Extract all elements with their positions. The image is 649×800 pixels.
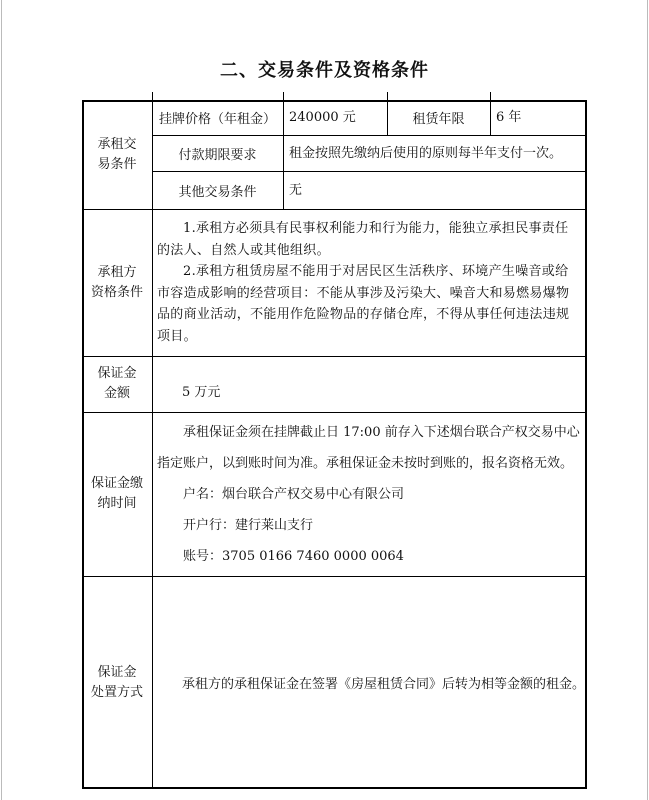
- other-conditions-value: 无: [289, 182, 303, 198]
- qualification-label: 承租方 资格条件: [90, 264, 143, 300]
- trade-conditions-label: 承租交 易条件: [97, 136, 137, 172]
- account-number: 账号：3705 0166 7460 0000 0064: [183, 548, 404, 564]
- deposit-disposal-text: 承租方的承租保证金在签署《房屋租赁合同》后转为相等金额的租金。: [182, 677, 586, 692]
- qualification-item: 2.承租方租赁房屋不能用于对居民区生活秩序、环境产生噪音或给市容造成影响的经营项目：不能从事涉及污染大、噪音大和易燃易爆物品的商业活动，不能用作危险物品的存储仓库，不得从事任何违法违规项目。: [157, 264, 570, 344]
- column-mark: [152, 92, 153, 100]
- price-value: 240000 元: [289, 110, 356, 125]
- other-conditions-label: 其他交易条件: [178, 184, 257, 200]
- deposit-disposal-label: 保证金 处置方式: [90, 664, 143, 700]
- qualification-item: 1.承租方必须具有民事权利能力和行为能力，能独立承担民事责任的法人、自然人或其他组织。: [157, 221, 569, 258]
- deposit-instructions: 承租保证金须在挂牌截止日 17:00 前存入下述烟台联合产权交易中心指定账户，以到账时间为准。承租保证金未按时到账的，报名资格无效。: [157, 424, 580, 471]
- qualification-text: [152, 209, 586, 356]
- bank-name: 开户行：建行莱山支行: [183, 517, 314, 533]
- account-name: 户名：烟台联合产权交易中心有限公司: [183, 486, 405, 502]
- price-label: 挂牌价格（年租金）: [158, 112, 276, 127]
- deposit-time-label: 保证金缴 纳时间: [90, 476, 143, 511]
- payment-label: 付款期限要求: [178, 147, 257, 163]
- page-edge-right: [647, 0, 648, 800]
- column-mark: [387, 92, 388, 100]
- deposit-amount-label: 保证金 金额: [97, 366, 137, 401]
- term-value: 6 年: [496, 110, 522, 125]
- deposit-time-text: [152, 412, 586, 576]
- column-mark: [283, 92, 284, 100]
- deposit-amount-value: 5 万元: [182, 384, 221, 400]
- payment-value: 租金按照先缴纳后使用的原则每半年支付一次。: [289, 145, 563, 161]
- column-mark: [490, 92, 491, 100]
- page-edge-left: [1, 0, 2, 800]
- term-label: 租赁年限: [412, 112, 465, 127]
- section-title: 二、交易条件及资格条件: [220, 60, 429, 81]
